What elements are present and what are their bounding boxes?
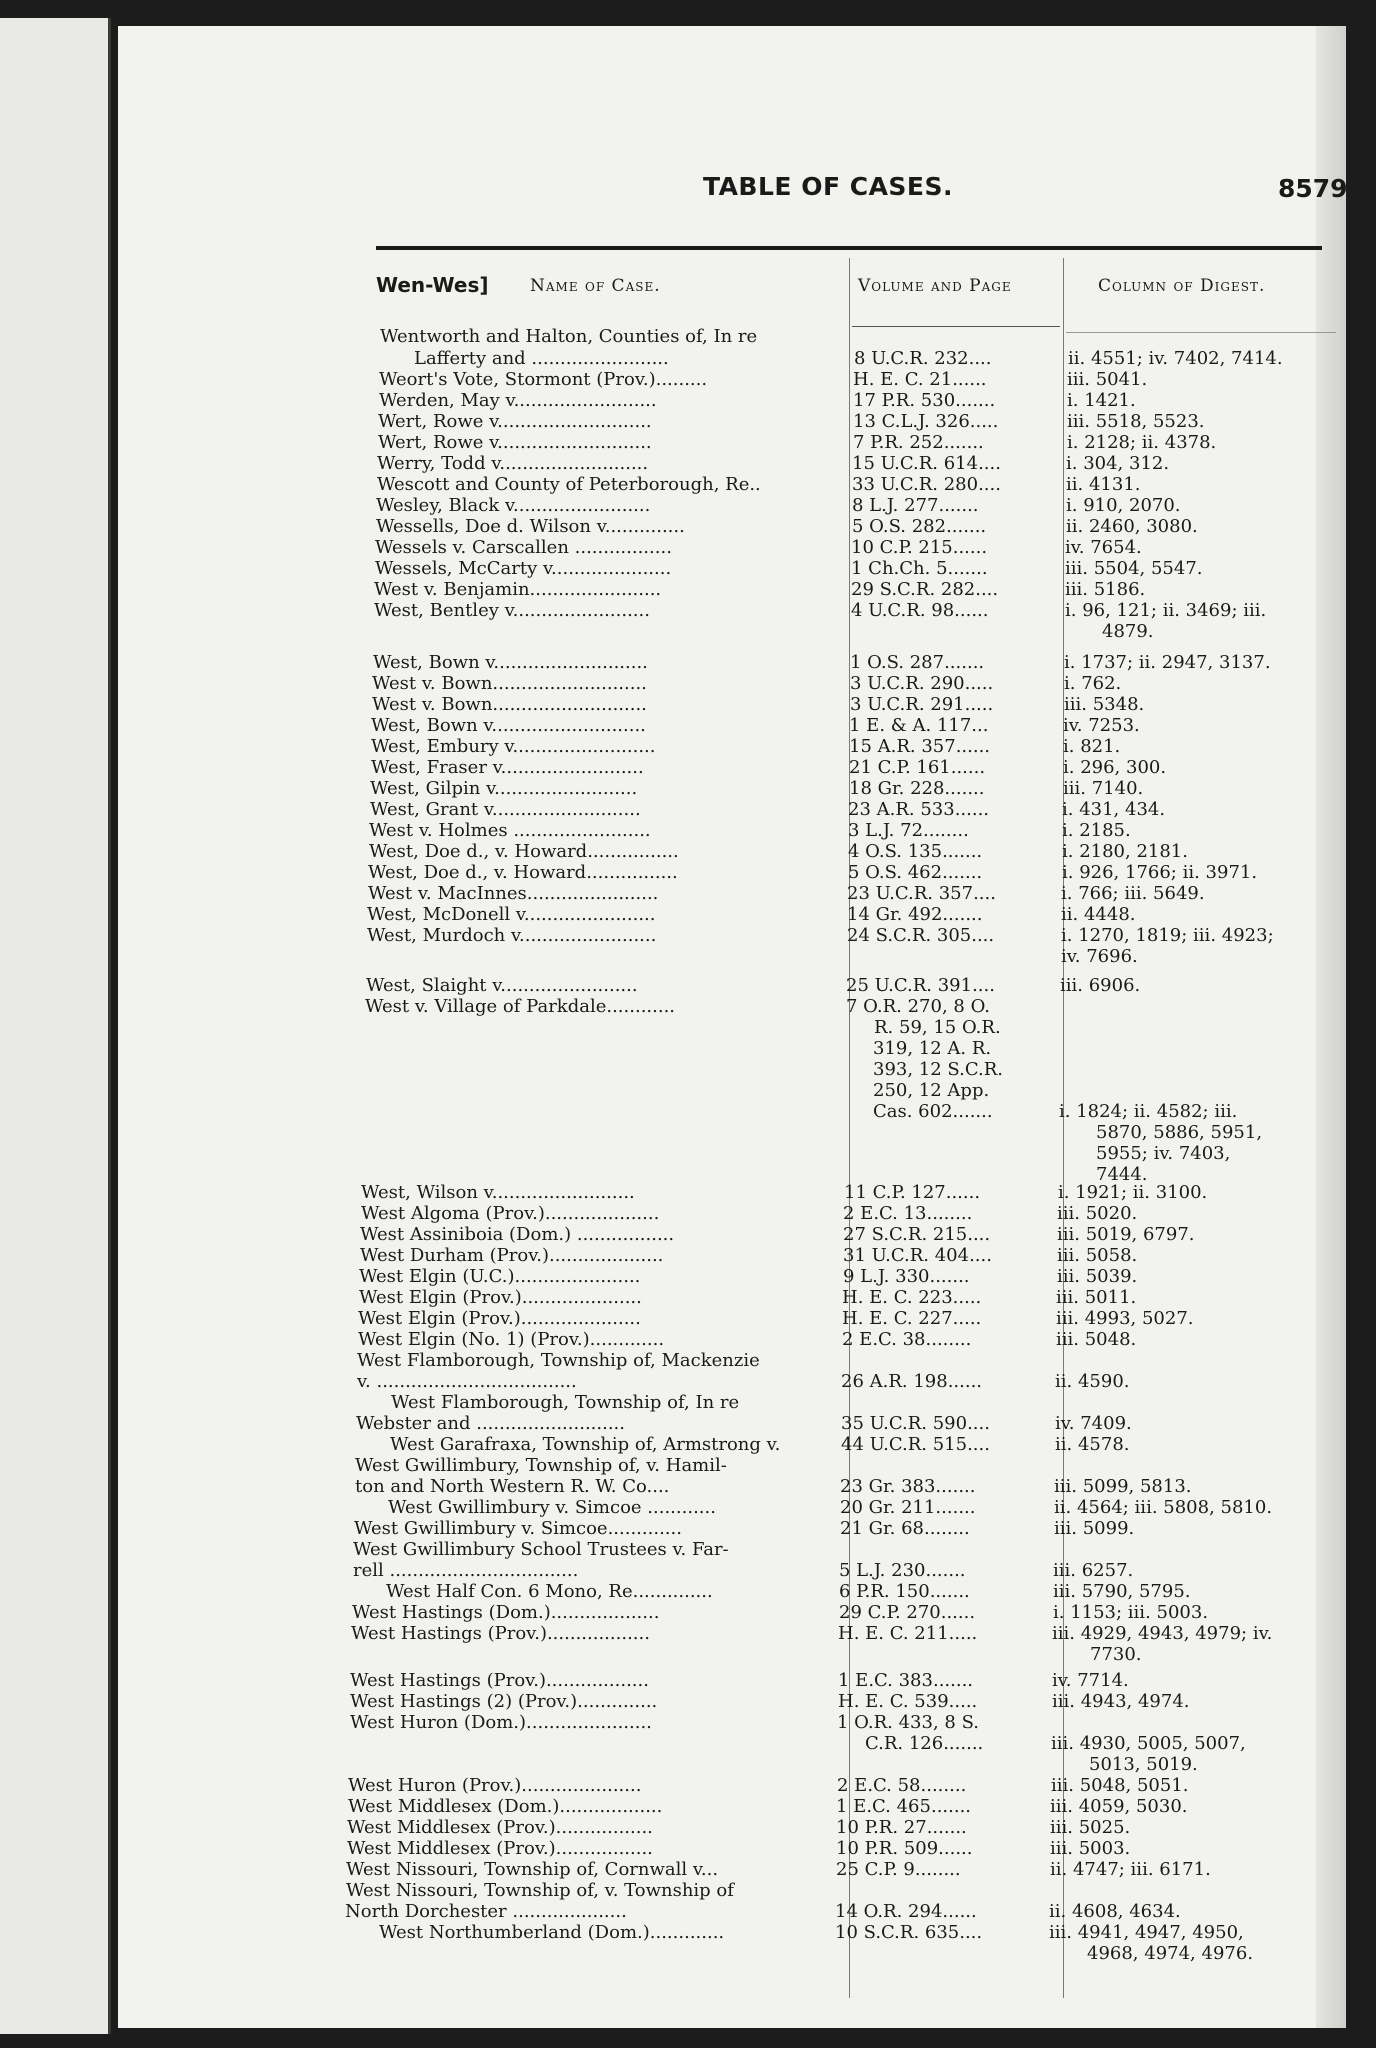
table-row bbox=[118, 1476, 1346, 1498]
table-row bbox=[118, 1859, 1346, 1881]
case-name: West Hastings (Dom.)................... bbox=[352, 1602, 660, 1623]
table-row bbox=[118, 1308, 1346, 1330]
case-name: Wesley, Black v........................ bbox=[376, 495, 651, 516]
table-row bbox=[118, 1817, 1346, 1839]
digest-column: iv. 7696. bbox=[1061, 946, 1138, 967]
table-row bbox=[118, 1838, 1346, 1860]
digest-column: iii. 5041. bbox=[1067, 369, 1148, 390]
table-row bbox=[118, 862, 1346, 884]
volume-and-page: 21 C.P. 161...... bbox=[849, 757, 986, 778]
digest-column: i. 762. bbox=[1064, 673, 1122, 694]
volume-and-page: 14 O.R. 294...... bbox=[835, 1901, 977, 1922]
case-name: West, Bentley v........................ bbox=[374, 600, 650, 621]
digest-column: i. 2185. bbox=[1062, 820, 1131, 841]
table-row bbox=[118, 1670, 1346, 1692]
case-name: West v. Bown........................... bbox=[372, 694, 647, 715]
table-row bbox=[118, 1101, 1346, 1123]
case-name: Wert, Rowe v........................... bbox=[378, 411, 652, 432]
table-row bbox=[118, 1560, 1346, 1582]
case-name: West Huron (Prov.)..................... bbox=[348, 1775, 642, 1796]
volume-and-page: H. E. C. 21...... bbox=[853, 369, 987, 390]
digest-column: ii. 4578. bbox=[1055, 1434, 1130, 1455]
case-name: West Middlesex (Prov.)................. bbox=[347, 1817, 653, 1838]
table-row bbox=[118, 453, 1346, 475]
table-row bbox=[118, 1733, 1346, 1755]
case-name: West, Wilson v......................... bbox=[361, 1182, 635, 1203]
volume-and-page: 1 E. & A. 117... bbox=[849, 715, 989, 736]
digest-column: iii. 5790, 5795. bbox=[1053, 1581, 1191, 1602]
digest-column: i. 431, 434. bbox=[1062, 799, 1166, 820]
digest-column: i. 1421. bbox=[1067, 390, 1136, 411]
table-row bbox=[118, 652, 1346, 674]
volume-and-page: 23 A.R. 533...... bbox=[848, 799, 990, 820]
digest-column: iii. 5518, 5523. bbox=[1067, 411, 1205, 432]
digest-column: 5955; iv. 7403, bbox=[1096, 1143, 1231, 1164]
volume-and-page: 1 Ch.Ch. 5....... bbox=[851, 558, 988, 579]
digest-column: iii. 6257. bbox=[1053, 1560, 1134, 1581]
case-name: West, Doe d., v. Howard................ bbox=[368, 862, 678, 883]
case-name: Lafferty and ........................ bbox=[414, 348, 669, 369]
case-name: West Durham (Prov.).................... bbox=[360, 1245, 664, 1266]
digest-column: i. 926, 1766; ii. 3971. bbox=[1062, 862, 1258, 883]
case-name: West Nissouri, Township of, Cornwall v... bbox=[346, 1859, 719, 1880]
volume-and-page: 7 O.R. 270, 8 O. bbox=[846, 996, 990, 1017]
digest-column: i. 1921; ii. 3100. bbox=[1058, 1182, 1208, 1203]
volume-and-page: 7 P.R. 252....... bbox=[853, 432, 984, 453]
case-table bbox=[118, 26, 1346, 2028]
table-row bbox=[118, 411, 1346, 433]
digest-column: i. 1270, 1819; iii. 4923; bbox=[1061, 925, 1274, 946]
digest-column: iii. 5099. bbox=[1054, 1518, 1135, 1539]
digest-column: 7444. bbox=[1096, 1164, 1148, 1185]
volume-and-page: 1 E.C. 383....... bbox=[838, 1670, 974, 1691]
volume-and-page: 10 P.R. 27....... bbox=[836, 1817, 967, 1838]
table-row bbox=[118, 841, 1346, 863]
digest-column: iii. 5048. bbox=[1056, 1329, 1137, 1350]
digest-column: iv. 7253. bbox=[1063, 715, 1140, 736]
volume-and-page: H. E. C. 539..... bbox=[838, 1691, 978, 1712]
page-number: 8579 bbox=[1278, 174, 1348, 203]
digest-column: iii. 5048, 5051. bbox=[1051, 1775, 1189, 1796]
case-name: Wessells, Doe d. Wilson v.............. bbox=[376, 516, 685, 537]
volume-and-page: 3 U.C.R. 290..... bbox=[850, 673, 994, 694]
case-name: West Half Con. 6 Mono, Re.............. bbox=[386, 1581, 713, 1602]
volume-and-page: 14 Gr. 492....... bbox=[847, 904, 983, 925]
digest-column: iii. 5019, 6797. bbox=[1057, 1224, 1195, 1245]
digest-column: iii. 4930, 5005, 5007, bbox=[1051, 1733, 1246, 1754]
table-row bbox=[118, 558, 1346, 580]
table-row bbox=[118, 778, 1346, 800]
table-row bbox=[118, 1602, 1346, 1624]
volume-and-page: 1 E.C. 465....... bbox=[836, 1796, 972, 1817]
digest-column: 4879. bbox=[1102, 621, 1154, 642]
table-row bbox=[118, 1245, 1346, 1267]
column-header-volume: Volume and Page bbox=[858, 276, 1012, 296]
case-name: West Hastings (Prov.).................. bbox=[351, 1623, 650, 1644]
volume-and-page: 15 U.C.R. 614.... bbox=[852, 453, 1001, 474]
case-name: West Algoma (Prov.).................... bbox=[361, 1203, 660, 1224]
case-name: West Nissouri, Township of, v. Township of bbox=[346, 1880, 734, 1901]
table-row bbox=[118, 736, 1346, 758]
case-name: v. ................................... bbox=[357, 1371, 577, 1392]
column-header-digest: Column of Digest. bbox=[1098, 276, 1266, 296]
digest-column: iv. 7409. bbox=[1055, 1413, 1132, 1434]
case-name: West, Embury v......................... bbox=[371, 736, 656, 757]
table-row bbox=[118, 1287, 1346, 1309]
volume-and-page: 20 Gr. 211....... bbox=[840, 1497, 976, 1518]
case-name: Werden, May v......................... bbox=[379, 390, 657, 411]
table-row bbox=[118, 1581, 1346, 1603]
table-row bbox=[118, 1754, 1346, 1776]
table-row bbox=[118, 1143, 1346, 1165]
case-name: West, Fraser v......................... bbox=[371, 757, 644, 778]
digest-column: ii. 4747; iii. 6171. bbox=[1050, 1859, 1211, 1880]
volume-and-page: 44 U.C.R. 515.... bbox=[841, 1434, 990, 1455]
volume-and-page: 5 O.S. 282....... bbox=[852, 516, 987, 537]
case-name: West, Bown v........................... bbox=[371, 715, 646, 736]
digest-column: iii. 5058. bbox=[1057, 1245, 1138, 1266]
case-name: West Gwillimbury v. Simcoe ............ bbox=[388, 1497, 716, 1518]
volume-and-page: 2 E.C. 38........ bbox=[842, 1329, 972, 1350]
table-row bbox=[118, 715, 1346, 737]
case-name: West Huron (Dom.)...................... bbox=[350, 1712, 652, 1733]
volume-and-page: R. 59, 15 O.R. bbox=[874, 1017, 1001, 1038]
case-name: Wessels, McCarty v..................... bbox=[375, 558, 672, 579]
digest-column: iii. 5099, 5813. bbox=[1054, 1476, 1192, 1497]
table-row bbox=[118, 1329, 1346, 1351]
case-name: West, Bown v........................... bbox=[373, 652, 648, 673]
case-name: West, Murdoch v........................ bbox=[367, 925, 657, 946]
case-name: West, Gilpin v......................... bbox=[370, 778, 638, 799]
case-name: West v. MacInnes....................... bbox=[368, 883, 659, 904]
digest-column: i. 296, 300. bbox=[1063, 757, 1167, 778]
digest-column: iii. 4943, 4974. bbox=[1052, 1691, 1190, 1712]
volume-and-page: 4 U.C.R. 98...... bbox=[851, 600, 989, 621]
case-name: West Middlesex (Prov.)................. bbox=[347, 1838, 653, 1859]
table-row bbox=[118, 1122, 1346, 1144]
volume-and-page: C.R. 126....... bbox=[865, 1733, 984, 1754]
column-header-name: Name of Case. bbox=[530, 276, 661, 296]
table-row bbox=[118, 694, 1346, 716]
case-name: Wessels v. Carscallen ................. bbox=[375, 537, 672, 558]
volume-and-page: 31 U.C.R. 404.... bbox=[843, 1245, 992, 1266]
table-row bbox=[118, 1266, 1346, 1288]
case-name: West Gwillimbury, Township of, v. Hamil- bbox=[355, 1455, 727, 1476]
table-row bbox=[118, 1880, 1346, 1902]
table-row bbox=[118, 1691, 1346, 1713]
volume-and-page: 26 A.R. 198...... bbox=[841, 1371, 983, 1392]
table-row bbox=[118, 1943, 1346, 1965]
case-name: West Hastings (2) (Prov.).............. bbox=[350, 1691, 658, 1712]
volume-and-page: 1 O.R. 433, 8 S. bbox=[837, 1712, 979, 1733]
table-row bbox=[118, 1080, 1346, 1102]
table-row bbox=[118, 1497, 1346, 1519]
volume-and-page: 2 E.C. 13........ bbox=[843, 1203, 973, 1224]
case-name: West Hastings (Prov.).................. bbox=[350, 1670, 649, 1691]
volume-and-page: 27 S.C.R. 215.... bbox=[843, 1224, 991, 1245]
table-row bbox=[118, 579, 1346, 601]
volume-and-page: 4 O.S. 135....... bbox=[848, 841, 983, 862]
volume-and-page: 18 Gr. 228....... bbox=[849, 778, 985, 799]
table-row bbox=[118, 1455, 1346, 1477]
digest-column: ii. 4590. bbox=[1055, 1371, 1130, 1392]
volume-and-page: 3 L.J. 72........ bbox=[848, 820, 969, 841]
digest-column: i. 1153; iii. 5003. bbox=[1053, 1602, 1209, 1623]
table-row bbox=[118, 975, 1346, 997]
digest-column: 5013, 5019. bbox=[1089, 1754, 1198, 1775]
volume-and-page: 393, 12 S.C.R. bbox=[873, 1059, 1003, 1080]
volume-and-page: 10 S.C.R. 635.... bbox=[835, 1922, 983, 1943]
table-row bbox=[118, 1392, 1346, 1414]
digest-column: i. 766; iii. 5649. bbox=[1061, 883, 1205, 904]
volume-and-page: 1 O.S. 287....... bbox=[850, 652, 985, 673]
case-name: West Assiniboia (Dom.) ................. bbox=[360, 1224, 675, 1245]
table-row bbox=[118, 1059, 1346, 1081]
digest-column: 4968, 4974, 4976. bbox=[1087, 1943, 1254, 1964]
digest-column: iii. 4059, 5030. bbox=[1050, 1796, 1188, 1817]
facing-page-edge bbox=[0, 18, 111, 2034]
case-name: West, Grant v.......................... bbox=[370, 799, 641, 820]
digest-column: ii. 4131. bbox=[1066, 474, 1141, 495]
table-row bbox=[118, 474, 1346, 496]
case-name: West v. Holmes ........................ bbox=[369, 820, 651, 841]
digest-column: iii. 5504, 5547. bbox=[1065, 558, 1203, 579]
table-row bbox=[118, 1922, 1346, 1944]
case-name: West Elgin (Prov.)..................... bbox=[358, 1308, 641, 1329]
alphabetical-range: Wen-Wes] bbox=[376, 273, 489, 297]
table-row bbox=[118, 1434, 1346, 1456]
table-row bbox=[118, 369, 1346, 391]
table-row bbox=[118, 757, 1346, 779]
volume-and-page: 6 P.R. 150....... bbox=[839, 1581, 970, 1602]
volume-and-page: 17 P.R. 530....... bbox=[853, 390, 996, 411]
digest-column: iii. 5011. bbox=[1056, 1287, 1137, 1308]
case-name: Wert, Rowe v........................... bbox=[378, 432, 652, 453]
table-row bbox=[118, 621, 1346, 643]
case-name: West, Doe d., v. Howard................ bbox=[369, 841, 679, 862]
volume-and-page: 29 S.C.R. 282.... bbox=[851, 579, 999, 600]
volume-and-page: 25 U.C.R. 391.... bbox=[846, 975, 995, 996]
digest-column: iv. 7714. bbox=[1052, 1670, 1129, 1691]
table-row bbox=[118, 673, 1346, 695]
case-name: Wescott and County of Peterborough, Re.. bbox=[377, 474, 761, 495]
table-row bbox=[118, 1017, 1346, 1039]
volume-and-page: H. E. C. 227..... bbox=[842, 1308, 982, 1329]
volume-and-page: 13 C.L.J. 326..... bbox=[853, 411, 999, 432]
volume-and-page: 9 L.J. 330....... bbox=[843, 1266, 970, 1287]
volume-and-page: 24 S.C.R. 305.... bbox=[847, 925, 995, 946]
digest-column: iii. 6906. bbox=[1060, 975, 1141, 996]
table-row bbox=[118, 1203, 1346, 1225]
table-row bbox=[118, 1775, 1346, 1797]
case-name: West Flamborough, Township of, In re bbox=[391, 1392, 740, 1413]
volume-and-page: 15 A.R. 357...... bbox=[849, 736, 991, 757]
table-row bbox=[118, 390, 1346, 412]
digest-column: iii. 5186. bbox=[1065, 579, 1146, 600]
table-row bbox=[118, 1796, 1346, 1818]
volume-and-page: H. E. C. 223..... bbox=[842, 1287, 982, 1308]
volume-and-page: 10 C.P. 215...... bbox=[851, 537, 988, 558]
case-name: Webster and .......................... bbox=[356, 1413, 625, 1434]
case-name: West v. Bown........................... bbox=[372, 673, 647, 694]
table-row bbox=[118, 925, 1346, 947]
digest-column: i. 96, 121; ii. 3469; iii. bbox=[1065, 600, 1267, 621]
table-row bbox=[118, 1623, 1346, 1645]
digest-column: ii. 4551; iv. 7402, 7414. bbox=[1068, 348, 1283, 369]
digest-column: i. 304, 312. bbox=[1066, 453, 1170, 474]
volume-and-page: 23 Gr. 383....... bbox=[840, 1476, 976, 1497]
digest-column: 5870, 5886, 5951, bbox=[1096, 1122, 1263, 1143]
running-title: TABLE OF CASES. bbox=[702, 172, 954, 201]
case-name: Wentworth and Halton, Counties of, In re bbox=[380, 326, 758, 347]
table-row bbox=[118, 1350, 1346, 1372]
volume-and-page: 319, 12 A. R. bbox=[873, 1038, 992, 1059]
table-row bbox=[118, 946, 1346, 968]
digest-column: iii. 5348. bbox=[1064, 694, 1145, 715]
volume-and-page: 5 O.S. 462....... bbox=[848, 862, 983, 883]
table-row bbox=[118, 1371, 1346, 1393]
volume-and-page: 3 U.C.R. 291..... bbox=[850, 694, 994, 715]
digest-column: iii. 4993, 5027. bbox=[1056, 1308, 1194, 1329]
digest-column: 7730. bbox=[1090, 1644, 1142, 1665]
volume-and-page: 10 P.R. 509...... bbox=[836, 1838, 973, 1859]
table-row bbox=[118, 326, 1346, 348]
digest-column: iii. 4929, 4943, 4979; iv. bbox=[1052, 1623, 1273, 1644]
book-page bbox=[118, 26, 1346, 2028]
volume-and-page: 2 E.C. 58........ bbox=[837, 1775, 967, 1796]
digest-column: iii. 5020. bbox=[1057, 1203, 1138, 1224]
volume-and-page: 33 U.C.R. 280.... bbox=[852, 474, 1001, 495]
digest-column: ii. 4448. bbox=[1061, 904, 1136, 925]
case-name: West Gwillimbury v. Simcoe............. bbox=[354, 1518, 682, 1539]
volume-and-page: 8 L.J. 277....... bbox=[852, 495, 979, 516]
case-name: West Flamborough, Township of, Mackenzie bbox=[357, 1350, 760, 1371]
case-name: Weort's Vote, Stormont (Prov.)......... bbox=[379, 369, 708, 390]
digest-column: iii. 7140. bbox=[1063, 778, 1144, 799]
volume-and-page: 21 Gr. 68........ bbox=[840, 1518, 970, 1539]
digest-column: iv. 7654. bbox=[1065, 537, 1142, 558]
case-name: West Elgin (U.C.)...................... bbox=[359, 1266, 641, 1287]
case-name: rell ................................. bbox=[353, 1560, 579, 1581]
table-row bbox=[118, 537, 1346, 559]
digest-column: iii. 5003. bbox=[1050, 1838, 1131, 1859]
table-row bbox=[118, 904, 1346, 926]
digest-column: iii. 5039. bbox=[1057, 1266, 1138, 1287]
table-row bbox=[118, 799, 1346, 821]
table-row bbox=[118, 432, 1346, 454]
case-name: West, McDonell v....................... bbox=[367, 904, 656, 925]
digest-column: i. 910, 2070. bbox=[1066, 495, 1181, 516]
case-name: West, Slaight v........................ bbox=[366, 975, 638, 996]
digest-column: i. 1824; ii. 4582; iii. bbox=[1059, 1101, 1238, 1122]
table-row bbox=[118, 1413, 1346, 1435]
digest-column: ii. 4608, 4634. bbox=[1049, 1901, 1181, 1922]
case-name: West Elgin (Prov.)..................... bbox=[359, 1287, 642, 1308]
case-name: West Garafraxa, Township of, Armstrong v. bbox=[390, 1434, 781, 1455]
table-row bbox=[118, 600, 1346, 622]
case-name: West Gwillimbury School Trustees v. Far- bbox=[353, 1539, 729, 1560]
case-name: West Elgin (No. 1) (Prov.)............. bbox=[358, 1329, 665, 1350]
table-row bbox=[118, 1539, 1346, 1561]
digest-column: ii. 4564; iii. 5808, 5810. bbox=[1054, 1497, 1273, 1518]
digest-column: ii. 2460, 3080. bbox=[1066, 516, 1198, 537]
volume-and-page: Cas. 602....... bbox=[873, 1101, 993, 1122]
volume-and-page: 23 U.C.R. 357.... bbox=[847, 883, 996, 904]
digest-column: i. 2128; ii. 4378. bbox=[1067, 432, 1217, 453]
digest-column: iii. 4941, 4947, 4950, bbox=[1049, 1922, 1244, 1943]
case-name: ton and North Western R. W. Co.... bbox=[355, 1476, 670, 1497]
table-row bbox=[118, 820, 1346, 842]
digest-column: i. 1737; ii. 2947, 3137. bbox=[1064, 652, 1271, 673]
table-row bbox=[118, 1182, 1346, 1204]
volume-and-page: 11 C.P. 127...... bbox=[844, 1182, 981, 1203]
table-row bbox=[118, 883, 1346, 905]
volume-and-page: 35 U.C.R. 590.... bbox=[841, 1413, 990, 1434]
case-name: West v. Village of Parkdale............ bbox=[365, 996, 676, 1017]
table-row bbox=[118, 996, 1346, 1018]
table-row bbox=[118, 1038, 1346, 1060]
digest-column: i. 2180, 2181. bbox=[1062, 841, 1188, 862]
table-row bbox=[118, 348, 1346, 370]
case-name: West v. Benjamin....................... bbox=[374, 579, 662, 600]
volume-and-page: 250, 12 App. bbox=[873, 1080, 990, 1101]
volume-and-page: 5 L.J. 230....... bbox=[839, 1560, 966, 1581]
volume-and-page: 29 C.P. 270...... bbox=[839, 1602, 976, 1623]
case-name: West Middlesex (Dom.).................. bbox=[348, 1796, 663, 1817]
table-row bbox=[118, 1224, 1346, 1246]
volume-and-page: 25 C.P. 9........ bbox=[836, 1859, 961, 1880]
table-row bbox=[118, 1644, 1346, 1666]
digest-column: i. 821. bbox=[1063, 736, 1121, 757]
digest-column: iii. 5025. bbox=[1050, 1817, 1131, 1838]
case-name: West Northumberland (Dom.)............. bbox=[379, 1922, 725, 1943]
table-row bbox=[118, 495, 1346, 517]
volume-and-page: 8 U.C.R. 232.... bbox=[854, 348, 992, 369]
table-row bbox=[118, 1901, 1346, 1923]
table-row bbox=[118, 1712, 1346, 1734]
case-name: North Dorchester .................... bbox=[345, 1901, 627, 1922]
case-name: Werry, Todd v.......................... bbox=[377, 453, 649, 474]
table-row bbox=[118, 516, 1346, 538]
table-row bbox=[118, 1518, 1346, 1540]
volume-and-page: H. E. C. 211..... bbox=[838, 1623, 978, 1644]
